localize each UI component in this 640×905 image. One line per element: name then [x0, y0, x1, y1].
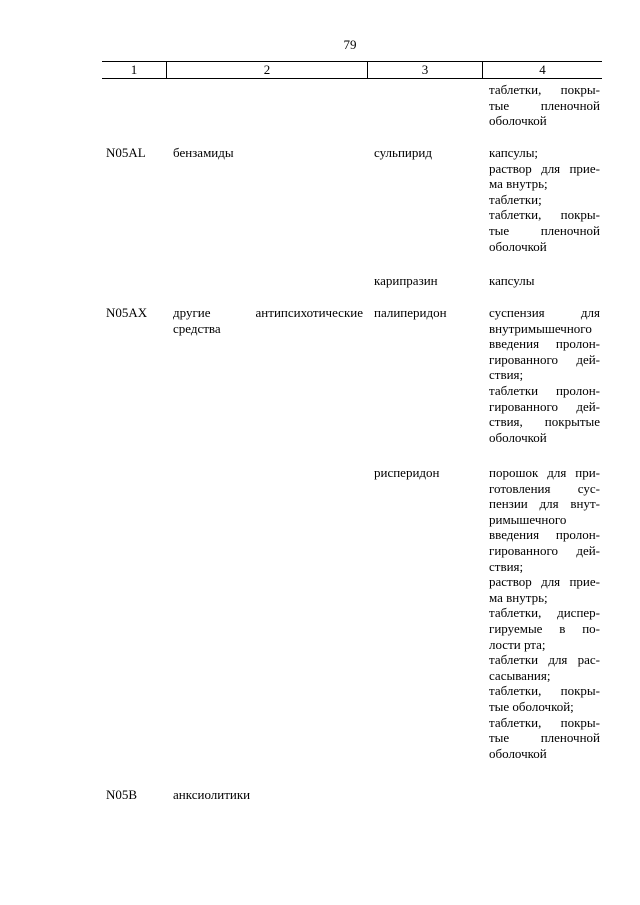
form-line: капсулы	[489, 273, 535, 288]
form-line: тые пленочной	[489, 730, 600, 746]
dosage-forms-cell	[489, 273, 600, 289]
form-line: таблетки, покры-	[489, 683, 600, 699]
form-line: оболочкой	[489, 113, 547, 129]
drug-name: палиперидон	[374, 305, 447, 320]
form-line: римышечного	[489, 511, 567, 527]
form-line: лости рта;	[489, 636, 546, 652]
table-header-row	[102, 61, 602, 79]
drug-name: рисперидон	[374, 465, 440, 480]
header-col-3: 3	[421, 62, 429, 77]
form-line: таблетки для рас-	[489, 652, 600, 668]
header-col-4: 4	[539, 62, 546, 77]
drug-name: карипразин	[374, 273, 438, 288]
form-line: порошок для при-	[489, 465, 600, 480]
form-line: введения пролон-	[489, 527, 600, 543]
dosage-forms-cell	[489, 145, 600, 254]
form-line: таблетки, покры-	[489, 82, 600, 97]
form-line: гируемые в по-	[489, 620, 600, 636]
form-line: введения пролон-	[489, 336, 600, 352]
form-line: таблетки пролон-	[489, 382, 600, 398]
form-line: ствия, покрытые	[489, 414, 600, 430]
form-line: ствия;	[489, 367, 524, 383]
form-line: оболочкой	[489, 745, 547, 761]
form-line: гированного дей-	[489, 542, 600, 558]
form-line: капсулы;	[489, 145, 539, 160]
page-number: 79	[343, 37, 357, 52]
form-line: пензии для внут-	[489, 496, 600, 512]
form-line: раствор для прие-	[489, 160, 600, 176]
atc-code: N05B	[106, 787, 138, 802]
header-col-2: 2	[263, 62, 271, 77]
form-line: оболочкой	[489, 238, 547, 254]
form-line: гированного дей-	[489, 351, 600, 367]
form-line: ствия;	[489, 558, 524, 574]
group-line: другие антипсихотические	[173, 305, 363, 320]
form-line: таблетки, покры-	[489, 207, 600, 223]
atc-group-name	[173, 305, 363, 336]
group-line: средства	[173, 320, 221, 336]
form-line: гированного дей-	[489, 398, 600, 414]
header-col-1: 1	[130, 62, 138, 77]
atc-code: N05AL	[106, 145, 146, 160]
dosage-forms-cell	[489, 465, 600, 761]
form-line: ма внутрь;	[489, 589, 548, 605]
form-line: таблетки, диспер-	[489, 605, 600, 621]
form-line: оболочкой	[489, 429, 547, 445]
form-line: суспензия для	[489, 305, 600, 320]
atc-group-name: анксиолитики	[173, 787, 251, 802]
form-line: сасывания;	[489, 667, 551, 683]
form-line: готовления сус-	[489, 480, 600, 496]
form-line: таблетки, покры-	[489, 714, 600, 730]
dosage-forms-cell	[489, 82, 600, 129]
form-line: ма внутрь;	[489, 176, 548, 192]
form-line: таблетки;	[489, 191, 542, 207]
form-line: раствор для прие-	[489, 574, 600, 590]
atc-group-name: бензамиды	[173, 145, 234, 160]
dosage-forms-cell	[489, 305, 600, 445]
form-line: тые оболочкой;	[489, 698, 574, 714]
drug-name: сульпирид	[374, 145, 432, 160]
form-line: тые пленочной	[489, 222, 600, 238]
atc-code: N05AX	[106, 305, 148, 320]
form-line: тые пленочной	[489, 97, 600, 113]
form-line: внутримышечного	[489, 320, 592, 336]
